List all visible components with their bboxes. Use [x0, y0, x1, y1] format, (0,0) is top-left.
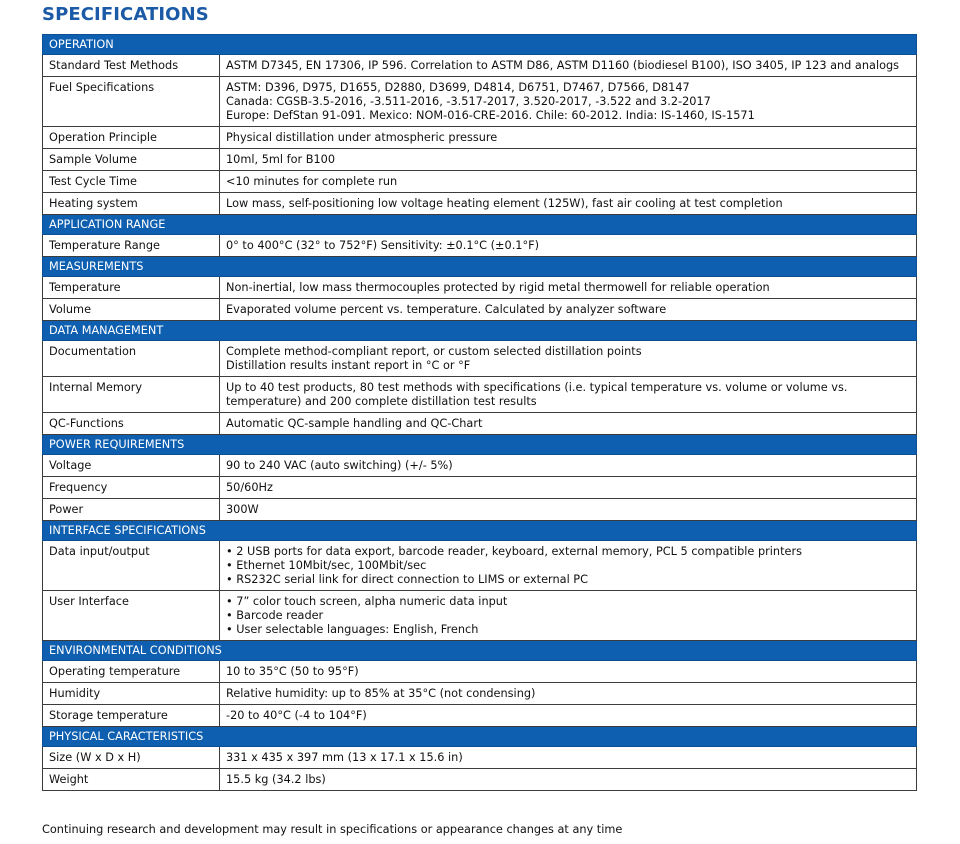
spec-value: [220, 455, 917, 477]
spec-value: [220, 377, 917, 413]
spec-value-bullet: • Ethernet 10Mbit/sec, 100Mbit/sec: [226, 559, 910, 573]
spec-row: [43, 341, 917, 377]
spec-value-line: Up to 40 test products, 80 test methods with specifications (i.e. typical temperature vs. volume or volume vs.: [226, 381, 848, 394]
spec-label: QC-Functions: [43, 413, 220, 435]
page-title: SPECIFICATIONS: [42, 4, 209, 25]
section-heading: PHYSICAL CARACTERISTICS: [43, 727, 917, 747]
spec-value-line: Relative humidity: up to 85% at 35°C (not condensing): [226, 687, 536, 700]
spec-value: [220, 769, 917, 791]
spec-value-line: Low mass, self-positioning low voltage heating element (125W), fast air cooling at test completion: [226, 197, 783, 210]
spec-row: [43, 149, 917, 171]
section-header-row: [43, 321, 917, 341]
spec-value-line: 331 x 435 x 397 mm (13 x 17.1 x 15.6 in): [226, 751, 463, 764]
spec-row: [43, 277, 917, 299]
spec-label: Internal Memory: [43, 377, 220, 413]
spec-label: Temperature: [43, 277, 220, 299]
spec-row: [43, 413, 917, 435]
spec-row: [43, 541, 917, 591]
spec-label: Size (W x D x H): [43, 747, 220, 769]
spec-label: User Interface: [43, 591, 220, 641]
specifications-table: [42, 34, 917, 791]
spec-row: [43, 193, 917, 215]
section-heading: MEASUREMENTS: [43, 257, 917, 277]
spec-row: [43, 477, 917, 499]
spec-label: Frequency: [43, 477, 220, 499]
spec-value-line: Europe: DefStan 91-091. Mexico: NOM-016-CRE-2016. Chile: 60-2012. India: IS-1460, IS-1571: [226, 109, 755, 122]
spec-value: [220, 591, 917, 641]
spec-value: [220, 705, 917, 727]
spec-label: Operation Principle: [43, 127, 220, 149]
section-heading: APPLICATION RANGE: [43, 215, 917, 235]
spec-row: [43, 661, 917, 683]
section-header-row: [43, 727, 917, 747]
spec-value-bullet: • Barcode reader: [226, 609, 910, 623]
spec-value: [220, 683, 917, 705]
spec-value: [220, 149, 917, 171]
spec-value-line: -20 to 40°C (-4 to 104°F): [226, 709, 367, 722]
section-heading: INTERFACE SPECIFICATIONS: [43, 521, 917, 541]
spec-value: [220, 413, 917, 435]
spec-value: [220, 235, 917, 257]
spec-value-bullet: • 7” color touch screen, alpha numeric data input: [226, 595, 910, 609]
spec-label: Temperature Range: [43, 235, 220, 257]
spec-row: [43, 377, 917, 413]
spec-value-line: Complete method-compliant report, or custom selected distillation points: [226, 345, 642, 358]
spec-value-line: 0° to 400°C (32° to 752°F) Sensitivity: ±0.1°C (±0.1°F): [226, 239, 540, 252]
spec-row: [43, 77, 917, 127]
spec-value: [220, 499, 917, 521]
spec-value: [220, 477, 917, 499]
spec-value-line: ASTM: D396, D975, D1655, D2880, D3699, D4814, D6751, D7467, D7566, D8147: [226, 81, 690, 94]
spec-value-bullet: • 2 USB ports for data export, barcode reader, keyboard, external memory, PCL 5 compatible printers: [226, 545, 910, 559]
spec-label: Heating system: [43, 193, 220, 215]
spec-value: [220, 277, 917, 299]
section-heading: OPERATION: [43, 35, 917, 55]
spec-value-line: 90 to 240 VAC (auto switching) (+/- 5%): [226, 459, 453, 472]
spec-value-line: Distillation results instant report in °C or °F: [226, 359, 471, 372]
spec-value-line: 15.5 kg (34.2 lbs): [226, 773, 326, 786]
section-header-row: [43, 215, 917, 235]
section-header-row: [43, 435, 917, 455]
spec-label: Weight: [43, 769, 220, 791]
spec-row: [43, 705, 917, 727]
spec-label: Fuel Specifications: [43, 77, 220, 127]
spec-label: Data input/output: [43, 541, 220, 591]
specifications-table-body: [43, 35, 917, 791]
spec-value: [220, 747, 917, 769]
spec-value-line: Non-inertial, low mass thermocouples protected by rigid metal thermowell for reliable operation: [226, 281, 770, 294]
footnote: Continuing research and development may result in specifications or appearance changes at any time: [42, 823, 623, 836]
spec-value-line: ASTM D7345, EN 17306, IP 596. Correlation to ASTM D86, ASTM D1160 (biodiesel B100), ISO 3405, IP 123 and analogs: [226, 59, 900, 72]
section-heading: POWER REQUIREMENTS: [43, 435, 917, 455]
spec-value: [220, 171, 917, 193]
spec-value-bullet: • RS232C serial link for direct connection to LIMS or external PC: [226, 573, 910, 587]
spec-value: [220, 55, 917, 77]
spec-label: Power: [43, 499, 220, 521]
spec-value-line: <10 minutes for complete run: [226, 175, 398, 188]
spec-label: Sample Volume: [43, 149, 220, 171]
spec-row: [43, 299, 917, 321]
spec-value: [220, 299, 917, 321]
spec-row: [43, 171, 917, 193]
spec-value-bullet: • User selectable languages: English, French: [226, 623, 910, 637]
spec-row: [43, 127, 917, 149]
spec-label: Test Cycle Time: [43, 171, 220, 193]
spec-value: [220, 193, 917, 215]
spec-value-line: temperature) and 200 complete distillation test results: [226, 395, 537, 408]
spec-label: Documentation: [43, 341, 220, 377]
spec-label: Voltage: [43, 455, 220, 477]
spec-value-line: Evaporated volume percent vs. temperature. Calculated by analyzer software: [226, 303, 667, 316]
spec-row: [43, 591, 917, 641]
spec-row: [43, 55, 917, 77]
spec-value-line: 50/60Hz: [226, 481, 273, 494]
spec-value: [220, 127, 917, 149]
spec-label: Volume: [43, 299, 220, 321]
spec-label: Storage temperature: [43, 705, 220, 727]
spec-row: [43, 747, 917, 769]
section-header-row: [43, 521, 917, 541]
spec-value-line: Automatic QC-sample handling and QC-Chart: [226, 417, 483, 430]
spec-row: [43, 683, 917, 705]
section-heading: DATA MANAGEMENT: [43, 321, 917, 341]
spec-value-line: 300W: [226, 503, 259, 516]
spec-value-line: 10 to 35°C (50 to 95°F): [226, 665, 359, 678]
spec-row: [43, 455, 917, 477]
spec-value: [220, 661, 917, 683]
section-header-row: [43, 257, 917, 277]
section-header-row: [43, 35, 917, 55]
spec-row: [43, 769, 917, 791]
spec-value: [220, 341, 917, 377]
spec-value: [220, 77, 917, 127]
section-heading: ENVIRONMENTAL CONDITIONS: [43, 641, 917, 661]
spec-row: [43, 499, 917, 521]
section-header-row: [43, 641, 917, 661]
spec-label: Operating temperature: [43, 661, 220, 683]
spec-row: [43, 235, 917, 257]
spec-value-line: Physical distillation under atmospheric pressure: [226, 131, 498, 144]
spec-value: [220, 541, 917, 591]
spec-label: Standard Test Methods: [43, 55, 220, 77]
spec-value-line: 10ml, 5ml for B100: [226, 153, 336, 166]
spec-value-line: Canada: CGSB-3.5-2016, -3.511-2016, -3.517-2017, 3.520-2017, -3.522 and 3.2-2017: [226, 95, 711, 108]
spec-label: Humidity: [43, 683, 220, 705]
